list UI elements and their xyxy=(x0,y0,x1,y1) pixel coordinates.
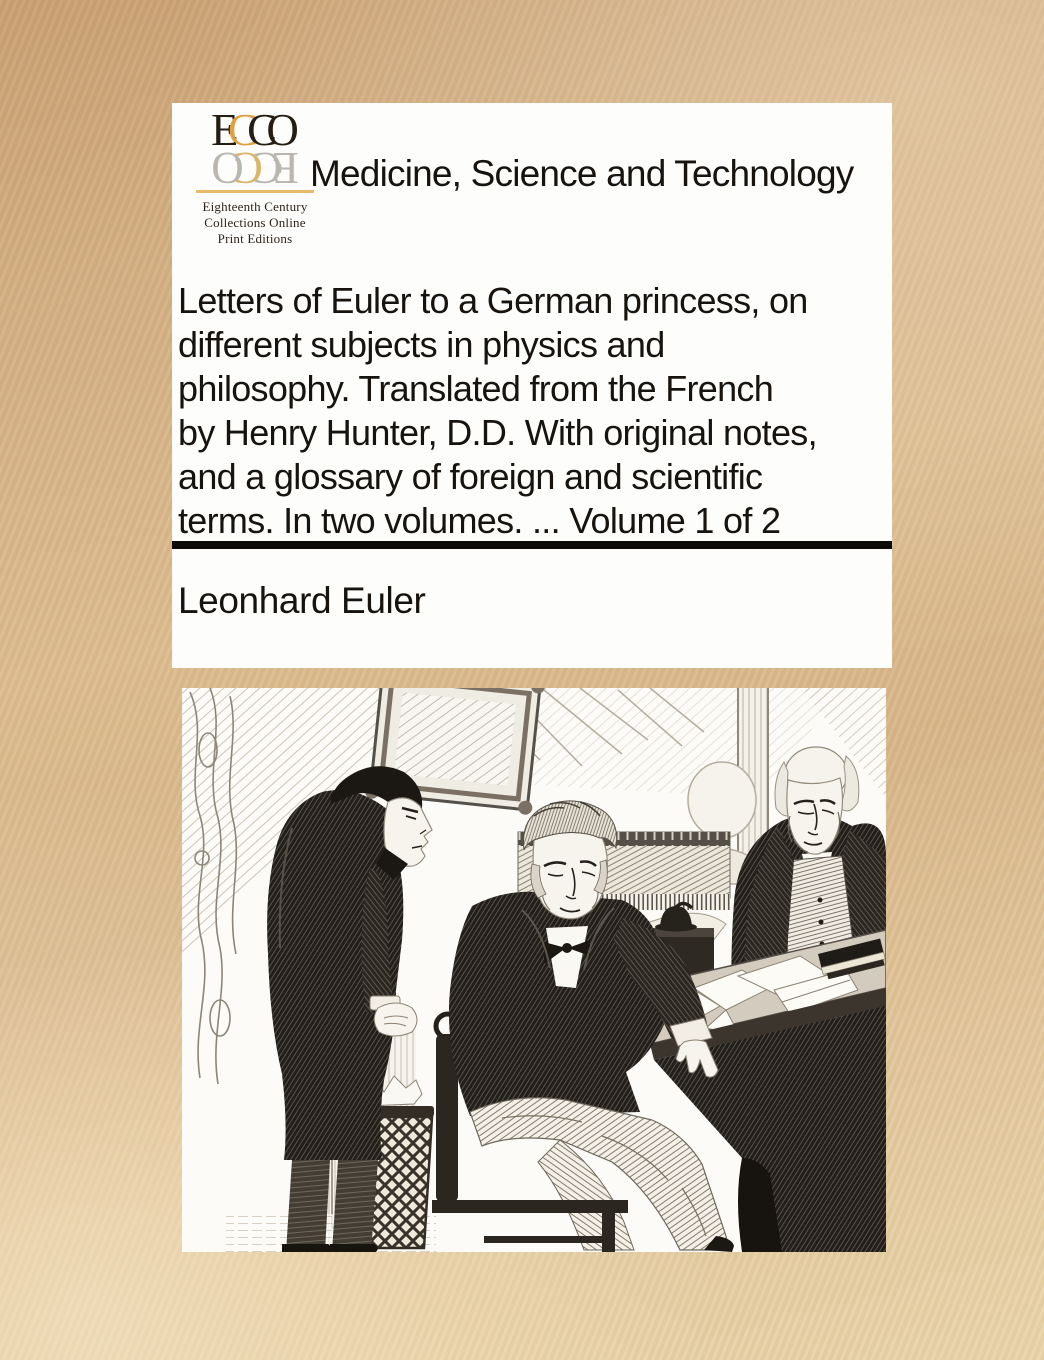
logo-tagline-line: Collections Online xyxy=(204,215,306,231)
logo-letter-gold: C xyxy=(243,143,263,194)
title-line: Letters of Euler to a German princess, on xyxy=(178,280,808,321)
cover-panel xyxy=(172,103,892,668)
cover-illustration xyxy=(182,688,886,1252)
author-name: Leonhard Euler xyxy=(178,580,426,621)
title-author-divider xyxy=(172,541,892,549)
ecco-wordmark-reflection xyxy=(196,143,314,194)
title-line: philosophy. Translated from the French xyxy=(178,368,774,409)
logo-letter: C xyxy=(262,143,283,194)
logo-tagline-line: Print Editions xyxy=(217,231,293,247)
logo-letter: C xyxy=(247,105,267,155)
logo-letter: E xyxy=(282,143,299,194)
logo-letter: O xyxy=(266,105,289,155)
ecco-logo xyxy=(196,105,314,247)
title-line: different subjects in physics and xyxy=(178,324,665,365)
logo-tagline xyxy=(196,199,314,247)
title-line: and a glossary of foreign and scientific xyxy=(178,456,763,497)
series-category-title: Medicine, Science and Technology xyxy=(310,153,854,194)
title-line: terms. In two volumes. ... Volume 1 of 2 xyxy=(178,500,781,541)
book-title xyxy=(178,279,888,543)
title-line: by Henry Hunter, D.D. With original notes, xyxy=(178,412,817,453)
logo-letter: E xyxy=(211,105,228,155)
logo-letter: O xyxy=(221,143,244,194)
engraving-svg xyxy=(182,688,886,1252)
logo-letter-gold: C xyxy=(227,105,248,155)
logo-tagline-line: Eighteenth Century xyxy=(202,199,308,215)
